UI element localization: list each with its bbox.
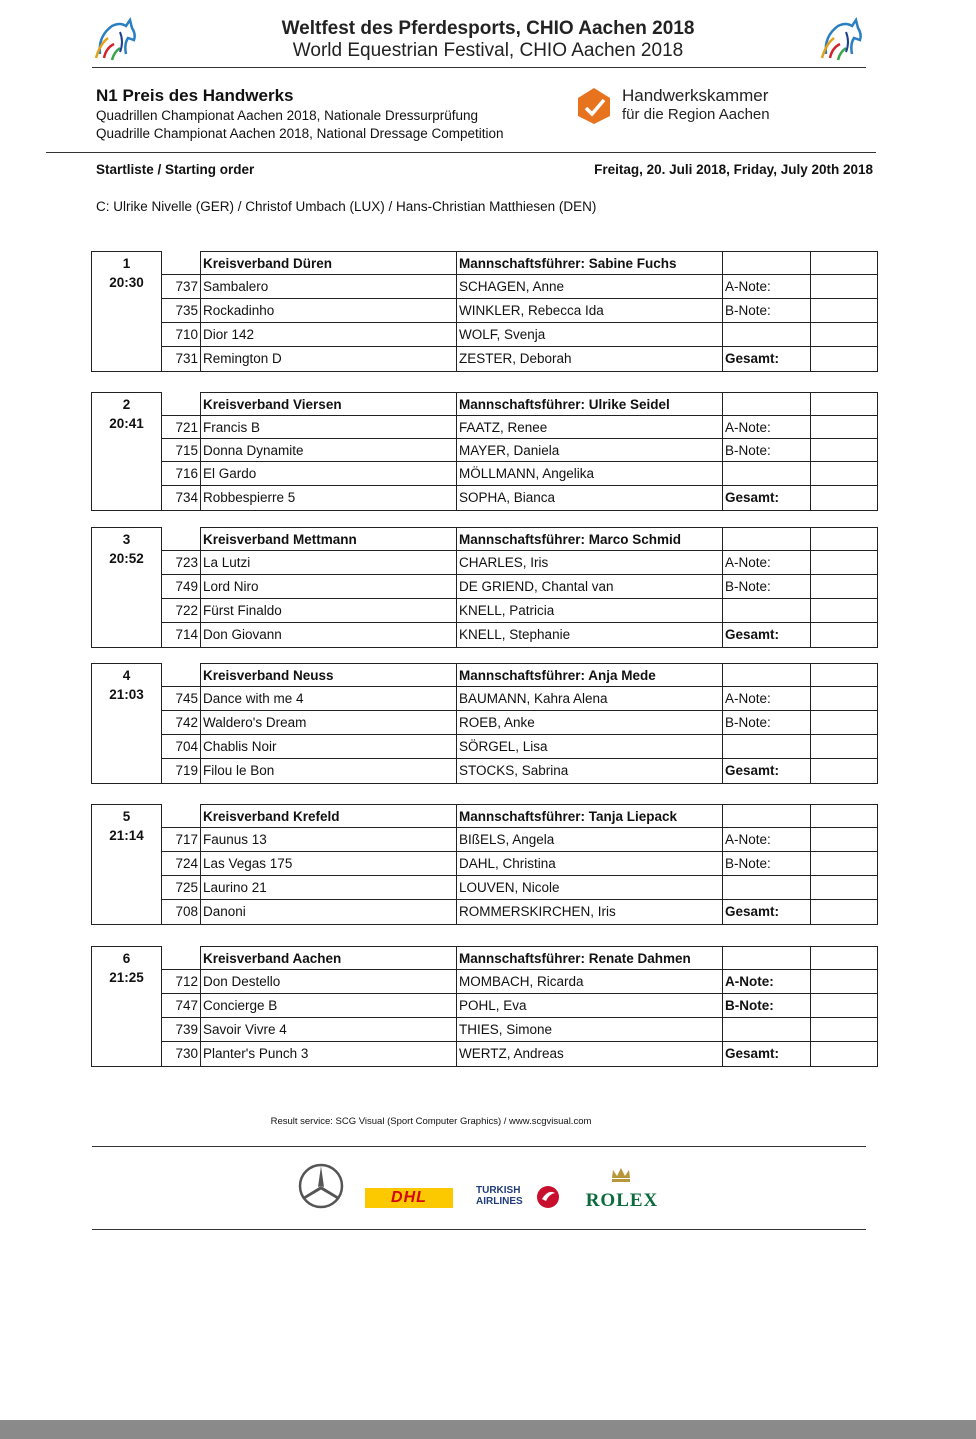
rider-row — [92, 347, 878, 372]
horse-name: Planter's Punch 3 — [201, 1042, 457, 1067]
dhl-logo-text: DHL — [391, 1189, 427, 1206]
team-leader: Mannschaftsführer: Renate Dahmen — [457, 947, 723, 970]
handwerkskammer-logo — [574, 86, 834, 126]
score-header — [811, 393, 878, 416]
score-label: Gesamt: — [723, 623, 811, 648]
score-value — [811, 323, 878, 347]
group-table-6 — [91, 946, 878, 1067]
rider-row — [92, 299, 878, 323]
event-title-de: Weltfest des Pferdesports, CHIO Aachen 2018 — [281, 18, 695, 39]
group-number: 5 — [92, 805, 162, 828]
start-number: 716 — [162, 462, 201, 486]
rider-name: MOMBACH, Ricarda — [457, 970, 723, 994]
score-value — [811, 1042, 878, 1067]
handwerkskammer-name: Handwerkskammer — [622, 86, 769, 105]
rider-row — [92, 900, 878, 925]
rider-row — [92, 551, 878, 575]
team-leader: Mannschaftsführer: Anja Mede — [457, 664, 723, 687]
score-label — [723, 462, 811, 486]
start-number: 708 — [162, 900, 201, 925]
rider-row — [92, 323, 878, 347]
group-table-2 — [91, 392, 878, 511]
footer-divider-top — [92, 1146, 866, 1147]
start-number: 724 — [162, 852, 201, 876]
group-number-spacer — [162, 393, 201, 416]
rider-name: KNELL, Stephanie — [457, 623, 723, 648]
rider-name: BIßELS, Angela — [457, 828, 723, 852]
group-table-4 — [91, 663, 878, 784]
group-number-spacer — [162, 947, 201, 970]
score-header — [811, 947, 878, 970]
handwerkskammer-icon — [574, 86, 614, 126]
start-time-spacer — [92, 623, 162, 648]
team-name: Kreisverband Mettmann — [201, 528, 457, 551]
result-service-credit: Result service: SCG Visual (Sport Computer Graphics) / www.scgvisual.com — [270, 1116, 592, 1127]
score-header — [811, 528, 878, 551]
note-label-header — [723, 528, 811, 551]
competition-subtitle-en: Quadrille Championat Aachen 2018, National Dressage Competition — [96, 126, 504, 141]
rolex-logo — [582, 1166, 662, 1212]
score-value — [811, 623, 878, 648]
score-value — [811, 828, 878, 852]
bottom-bar — [0, 1420, 976, 1439]
start-time-spacer — [92, 575, 162, 599]
score-label: B-Note: — [723, 852, 811, 876]
chio-horse-logo-left — [90, 14, 142, 66]
start-number: 739 — [162, 1018, 201, 1042]
score-label — [723, 735, 811, 759]
team-name: Kreisverband Düren — [201, 252, 457, 275]
rider-name: BAUMANN, Kahra Alena — [457, 687, 723, 711]
score-value — [811, 876, 878, 900]
score-label: B-Note: — [723, 994, 811, 1018]
start-time-spacer — [92, 347, 162, 372]
score-label: A-Note: — [723, 416, 811, 439]
note-label-header — [723, 805, 811, 828]
rider-name: FAATZ, Renee — [457, 416, 723, 439]
group-number: 2 — [92, 393, 162, 416]
starting-order-label: Startliste / Starting order — [96, 162, 255, 177]
start-time-spacer — [92, 599, 162, 623]
rider-name: KNELL, Patricia — [457, 599, 723, 623]
group-number: 3 — [92, 528, 162, 551]
horse-name: Chablis Noir — [201, 735, 457, 759]
group-number-spacer — [162, 664, 201, 687]
rider-name: MAYER, Daniela — [457, 439, 723, 462]
chio-horse-logo-right — [816, 14, 868, 66]
score-label: B-Note: — [723, 575, 811, 599]
start-number: 722 — [162, 599, 201, 623]
start-time-spacer — [92, 852, 162, 876]
rider-name: SOPHA, Bianca — [457, 486, 723, 511]
score-value — [811, 994, 878, 1018]
horse-name: El Gardo — [201, 462, 457, 486]
score-value — [811, 735, 878, 759]
horse-name: Dior 142 — [201, 323, 457, 347]
rider-row — [92, 1018, 878, 1042]
start-number: 730 — [162, 1042, 201, 1067]
team-leader: Mannschaftsführer: Sabine Fuchs — [457, 252, 723, 275]
horse-name: Las Vegas 175 — [201, 852, 457, 876]
score-header — [811, 664, 878, 687]
horse-name: Donna Dynamite — [201, 439, 457, 462]
rider-row — [92, 759, 878, 784]
start-time: 21:14 — [92, 828, 162, 852]
group-table-3 — [91, 527, 878, 648]
start-number: 725 — [162, 876, 201, 900]
start-time-spacer — [92, 994, 162, 1018]
start-time-spacer — [92, 876, 162, 900]
rider-row — [92, 623, 878, 648]
team-name: Kreisverband Neuss — [201, 664, 457, 687]
horse-name: Dance with me 4 — [201, 687, 457, 711]
rider-row — [92, 486, 878, 511]
group-number: 6 — [92, 947, 162, 970]
rider-name: ROMMERSKIRCHEN, Iris — [457, 900, 723, 925]
score-value — [811, 711, 878, 735]
dhl-logo — [365, 1188, 453, 1208]
start-number: 749 — [162, 575, 201, 599]
group-number-spacer — [162, 528, 201, 551]
rider-name: MÖLLMANN, Angelika — [457, 462, 723, 486]
start-number: 704 — [162, 735, 201, 759]
footer-divider-bottom — [92, 1229, 866, 1230]
horse-name: Lord Niro — [201, 575, 457, 599]
handwerkskammer-region: für die Region Aachen — [622, 106, 770, 123]
horse-name: La Lutzi — [201, 551, 457, 575]
score-value — [811, 575, 878, 599]
score-label: A-Note: — [723, 687, 811, 711]
score-label: Gesamt: — [723, 1042, 811, 1067]
mercedes-star-logo — [297, 1162, 345, 1210]
rider-row — [92, 575, 878, 599]
rider-row — [92, 275, 878, 299]
start-number: 723 — [162, 551, 201, 575]
start-time-spacer — [92, 299, 162, 323]
group-table-5 — [91, 804, 878, 925]
score-value — [811, 900, 878, 925]
rider-row — [92, 1042, 878, 1067]
start-number: 745 — [162, 687, 201, 711]
start-time-spacer — [92, 1018, 162, 1042]
rider-name: SCHAGEN, Anne — [457, 275, 723, 299]
score-label — [723, 323, 811, 347]
start-number: 742 — [162, 711, 201, 735]
score-label — [723, 1018, 811, 1042]
rolex-crown-icon — [610, 1166, 632, 1184]
rolex-logo-text: ROLEX — [585, 1190, 659, 1211]
start-number: 719 — [162, 759, 201, 784]
score-value — [811, 275, 878, 299]
competition-subtitle-de: Quadrillen Championat Aachen 2018, Nationale Dressurprüfung — [96, 108, 478, 123]
horse-name: Laurino 21 — [201, 876, 457, 900]
start-time-spacer — [92, 486, 162, 511]
start-time: 20:30 — [92, 275, 162, 299]
team-leader: Mannschaftsführer: Ulrike Seidel — [457, 393, 723, 416]
score-value — [811, 551, 878, 575]
group-table-1 — [91, 251, 878, 372]
horse-name: Faunus 13 — [201, 828, 457, 852]
team-name: Kreisverband Krefeld — [201, 805, 457, 828]
rider-row — [92, 970, 878, 994]
start-time: 21:03 — [92, 687, 162, 711]
rider-name: POHL, Eva — [457, 994, 723, 1018]
rider-name: THIES, Simone — [457, 1018, 723, 1042]
rider-row — [92, 876, 878, 900]
score-value — [811, 299, 878, 323]
start-time: 21:25 — [92, 970, 162, 994]
horse-name: Don Destello — [201, 970, 457, 994]
score-label: A-Note: — [723, 551, 811, 575]
horse-name: Filou le Bon — [201, 759, 457, 784]
horse-name: Concierge B — [201, 994, 457, 1018]
score-header — [811, 805, 878, 828]
rider-row — [92, 828, 878, 852]
team-name: Kreisverband Aachen — [201, 947, 457, 970]
score-value — [811, 347, 878, 372]
rider-name: LOUVEN, Nicole — [457, 876, 723, 900]
score-value — [811, 599, 878, 623]
start-time-spacer — [92, 439, 162, 462]
start-number: 735 — [162, 299, 201, 323]
score-label — [723, 599, 811, 623]
horse-name: Francis B — [201, 416, 457, 439]
horse-name: Sambalero — [201, 275, 457, 299]
score-value — [811, 687, 878, 711]
turkish-airlines-bird-icon — [536, 1185, 560, 1209]
score-label: Gesamt: — [723, 347, 811, 372]
start-time: 20:41 — [92, 416, 162, 439]
score-label: A-Note: — [723, 275, 811, 299]
score-label: Gesamt: — [723, 759, 811, 784]
score-value — [811, 462, 878, 486]
note-label-header — [723, 664, 811, 687]
start-number: 715 — [162, 439, 201, 462]
score-label: A-Note: — [723, 970, 811, 994]
score-value — [811, 970, 878, 994]
score-value — [811, 852, 878, 876]
group-number: 4 — [92, 664, 162, 687]
rider-row — [92, 687, 878, 711]
horse-name: Fürst Finaldo — [201, 599, 457, 623]
start-time-spacer — [92, 711, 162, 735]
start-time: 20:52 — [92, 551, 162, 575]
rider-row — [92, 735, 878, 759]
note-label-header — [723, 252, 811, 275]
start-number: 712 — [162, 970, 201, 994]
start-number: 734 — [162, 486, 201, 511]
start-number: 710 — [162, 323, 201, 347]
horse-name: Don Giovann — [201, 623, 457, 648]
rider-row — [92, 416, 878, 439]
score-header — [811, 252, 878, 275]
note-label-header — [723, 947, 811, 970]
horse-name: Remington D — [201, 347, 457, 372]
judges-line: C: Ulrike Nivelle (GER) / Christof Umbach (LUX) / Hans-Christian Matthiesen (DEN) — [96, 199, 597, 214]
group-number-spacer — [162, 252, 201, 275]
start-number: 737 — [162, 275, 201, 299]
start-time-spacer — [92, 1042, 162, 1067]
start-time-spacer — [92, 323, 162, 347]
start-time-spacer — [92, 462, 162, 486]
rider-name: WERTZ, Andreas — [457, 1042, 723, 1067]
score-label: B-Note: — [723, 711, 811, 735]
note-label-header — [723, 393, 811, 416]
rider-row — [92, 852, 878, 876]
start-time-spacer — [92, 735, 162, 759]
rider-name: DAHL, Christina — [457, 852, 723, 876]
score-label: B-Note: — [723, 299, 811, 323]
rider-name: STOCKS, Sabrina — [457, 759, 723, 784]
team-leader: Mannschaftsführer: Marco Schmid — [457, 528, 723, 551]
turkish-airlines-text-1: TURKISH — [476, 1185, 521, 1196]
start-number: 731 — [162, 347, 201, 372]
score-label — [723, 876, 811, 900]
start-number: 747 — [162, 994, 201, 1018]
event-title-en: World Equestrian Festival, CHIO Aachen 2018 — [292, 40, 684, 61]
header-divider — [92, 67, 866, 68]
rider-row — [92, 599, 878, 623]
start-number: 717 — [162, 828, 201, 852]
rider-row — [92, 994, 878, 1018]
team-leader: Mannschaftsführer: Tanja Liepack — [457, 805, 723, 828]
rider-name: CHARLES, Iris — [457, 551, 723, 575]
rider-row — [92, 462, 878, 486]
subheader-divider — [46, 152, 876, 153]
competition-title: N1 Preis des Handwerks — [96, 86, 294, 105]
rider-name: ROEB, Anke — [457, 711, 723, 735]
score-value — [811, 486, 878, 511]
score-label: A-Note: — [723, 828, 811, 852]
score-value — [811, 759, 878, 784]
horse-name: Savoir Vivre 4 — [201, 1018, 457, 1042]
score-label: Gesamt: — [723, 486, 811, 511]
score-label: B-Note: — [723, 439, 811, 462]
score-value — [811, 416, 878, 439]
horse-name: Robbespierre 5 — [201, 486, 457, 511]
turkish-airlines-logo — [474, 1185, 564, 1213]
score-label: Gesamt: — [723, 900, 811, 925]
start-time-spacer — [92, 759, 162, 784]
team-name: Kreisverband Viersen — [201, 393, 457, 416]
group-number: 1 — [92, 252, 162, 275]
start-number: 721 — [162, 416, 201, 439]
group-number-spacer — [162, 805, 201, 828]
rider-name: WOLF, Svenja — [457, 323, 723, 347]
start-time-spacer — [92, 900, 162, 925]
score-value — [811, 439, 878, 462]
rider-name: DE GRIEND, Chantal van — [457, 575, 723, 599]
rider-row — [92, 711, 878, 735]
rider-name: SÖRGEL, Lisa — [457, 735, 723, 759]
horse-name: Waldero's Dream — [201, 711, 457, 735]
rider-name: ZESTER, Deborah — [457, 347, 723, 372]
competition-date: Freitag, 20. Juli 2018, Friday, July 20th 2018 — [594, 162, 873, 177]
turkish-airlines-text-2: AIRLINES — [476, 1196, 523, 1207]
horse-name: Rockadinho — [201, 299, 457, 323]
rider-name: WINKLER, Rebecca Ida — [457, 299, 723, 323]
score-value — [811, 1018, 878, 1042]
rider-row — [92, 439, 878, 462]
horse-name: Danoni — [201, 900, 457, 925]
start-number: 714 — [162, 623, 201, 648]
